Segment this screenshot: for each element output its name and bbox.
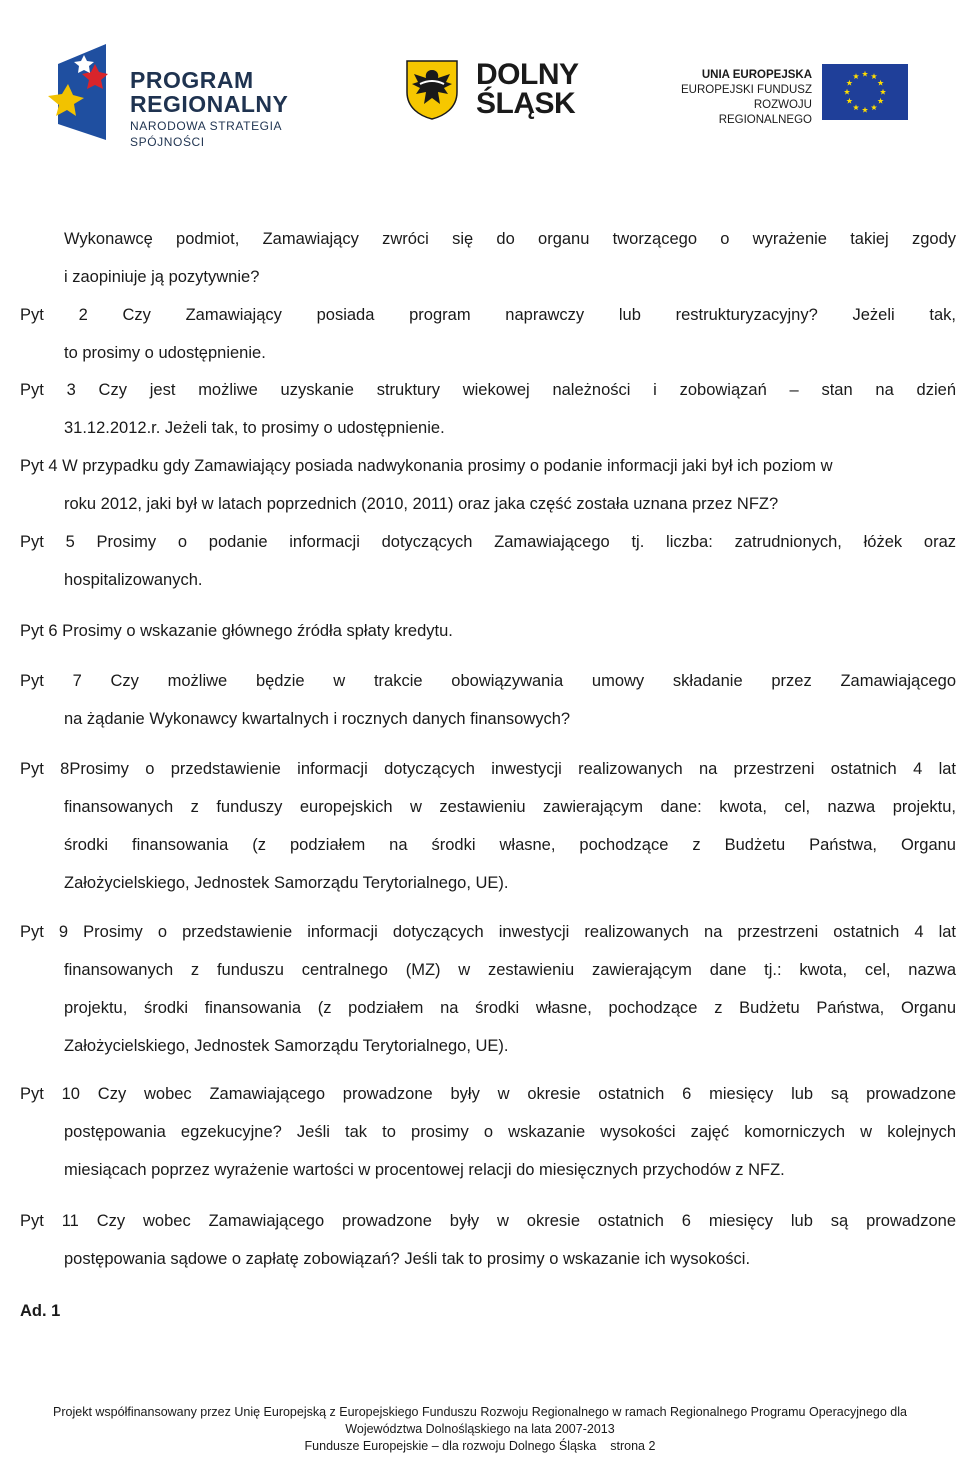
paragraph-line: roku 2012, jaki był w latach poprzednich (2010, 2011) oraz jaka część została uznana przez NFZ? xyxy=(64,495,779,513)
paragraph-line: Pyt 8Prosimy o przedstawienie informacji dotyczących inwestycji realizowanych na przestrzeni ostatnich 4 lat xyxy=(20,760,956,778)
paragraph-line: Wykonawcę podmiot, Zamawiający zwróci się do organu tworzącego o wyrażenie takiej zgody xyxy=(64,230,956,248)
eu-logo xyxy=(658,64,910,124)
program-regionalny-line3: NARODOWA STRATEGIA SPÓJNOŚCI xyxy=(130,119,282,149)
footer-line3: Fundusze Europejskie – dla rozwoju Dolnego Śląska strona 2 xyxy=(304,1439,656,1453)
ad-label: Ad. 1 xyxy=(20,1302,61,1320)
paragraph-line: hospitalizowanych. xyxy=(64,571,203,589)
paragraph-line: to prosimy o udostępnienie. xyxy=(64,344,266,362)
paragraph-line: 31.12.2012.r. Jeżeli tak, to prosimy o udostępnienie. xyxy=(64,419,445,437)
paragraph-line: projektu, środki finansowania (z podziałem na środki własne, pochodzące z Budżetu Państwa, Organu xyxy=(64,999,956,1017)
paragraph-line: Pyt 9 Prosimy o przedstawienie informacji dotyczących inwestycji realizowanych na przestrzeni ostatnich 4 lat xyxy=(20,923,956,941)
paragraph-line: Pyt 2 Czy Zamawiający posiada program naprawczy lub restrukturyzacyjny? Jeżeli tak, xyxy=(20,306,956,324)
eu-flag-icon xyxy=(822,64,908,120)
paragraph-line: Pyt 5 Prosimy o podanie informacji dotyczących Zamawiającego tj. liczba: zatrudnionych, łóżek oraz xyxy=(20,533,956,551)
paragraph-line: finansowanych z funduszy europejskich w zestawieniu zawierającym dane: kwota, cel, nazwa projektu, xyxy=(64,798,956,816)
question-paragraph xyxy=(20,447,956,523)
paragraph-line: Pyt 4 W przypadku gdy Zamawiający posiada nadwykonania prosimy o podanie informacji jaki był ich poziom w xyxy=(20,457,833,475)
program-regionalny-wordmark xyxy=(130,68,348,150)
program-regionalny-flag-icon xyxy=(48,44,108,140)
footer-line2: Województwa Dolnośląskiego na lata 2007-2013 xyxy=(345,1422,615,1436)
page-footer xyxy=(0,1404,960,1455)
dolny-slask-line2: ŚLĄSK xyxy=(476,87,576,120)
paragraph-line: Pyt 3 Czy jest możliwe uzyskanie struktury wiekowej należności i zobowiązań – stan na dzień xyxy=(20,381,956,399)
page-header xyxy=(0,0,960,150)
dolny-slask-logo xyxy=(406,60,596,124)
question-paragraph xyxy=(20,1202,956,1278)
paragraph-line: na żądanie Wykonawcy kwartalnych i rocznych danych finansowych? xyxy=(64,710,571,728)
question-paragraph xyxy=(20,1075,956,1189)
question-paragraph xyxy=(20,913,956,1065)
question-paragraph xyxy=(20,612,956,650)
question-paragraph xyxy=(20,662,956,738)
dolny-slask-wordmark xyxy=(476,60,579,118)
eu-line3: ROZWOJU REGIONALNEGO xyxy=(718,99,812,126)
question-paragraph xyxy=(20,750,956,902)
program-regionalny-line1: PROGRAM xyxy=(130,67,254,93)
paragraph-line: Założycielskiego, Jednostek Samorządu Terytorialnego, UE). xyxy=(64,874,509,892)
paragraph-line: Pyt 7 Czy możliwe będzie w trakcie obowiązywania umowy składanie przez Zamawiającego xyxy=(20,672,956,690)
eagle-crest-icon xyxy=(406,60,458,120)
paragraph-line: postępowania egzekucyjne? Jeśli tak to prosimy o wskazanie wysokości zajęć komorniczych w kolejnych xyxy=(64,1123,956,1141)
program-regionalny-logo xyxy=(48,44,348,149)
question-paragraph xyxy=(20,296,956,372)
paragraph-line: Pyt 11 Czy wobec Zamawiającego prowadzone były w okresie ostatnich 6 miesięcy lub są prowadzone xyxy=(20,1212,956,1230)
program-regionalny-line2: REGIONALNY xyxy=(130,91,289,117)
eu-line2: EUROPEJSKI FUNDUSZ xyxy=(681,84,812,96)
paragraph-line: Pyt 10 Czy wobec Zamawiającego prowadzone były w okresie ostatnich 6 miesięcy lub są prowadzone xyxy=(20,1085,956,1103)
question-paragraph xyxy=(20,523,956,599)
eu-wordmark xyxy=(658,68,812,128)
eu-line1: UNIA EUROPEJSKA xyxy=(701,69,812,81)
question-paragraph xyxy=(20,220,956,296)
paragraph-line: finansowanych z funduszu centralnego (MZ) w zestawieniu zawierającym dane tj.: kwota, cel, nazwa xyxy=(64,961,956,979)
paragraph-line: miesiącach poprzez wyrażenie wartości w procentowej relacji do miesięcznych przychodów z NFZ. xyxy=(64,1161,785,1179)
paragraph-line: Założycielskiego, Jednostek Samorządu Terytorialnego, UE). xyxy=(64,1037,509,1055)
footer-line1: Projekt współfinansowany przez Unię Europejską z Europejskiego Funduszu Rozwoju Regionalnego w ramach Regionalnego Programu Operacyjnego dla xyxy=(53,1405,907,1419)
paragraph-line: postępowania sądowe o zapłatę zobowiązań? Jeśli tak to prosimy o wskazanie ich wysokości. xyxy=(64,1250,751,1268)
paragraph-line: środki finansowania (z podziałem na środki własne, pochodzące z Budżetu Państwa, Organu xyxy=(64,836,956,854)
paragraph-line: Pyt 6 Prosimy o wskazanie głównego źródła spłaty kredytu. xyxy=(20,622,453,640)
question-paragraph xyxy=(20,371,956,447)
paragraph-line: i zaopiniuje ją pozytywnie? xyxy=(64,268,260,286)
dolny-slask-line1: DOLNY xyxy=(476,58,579,91)
